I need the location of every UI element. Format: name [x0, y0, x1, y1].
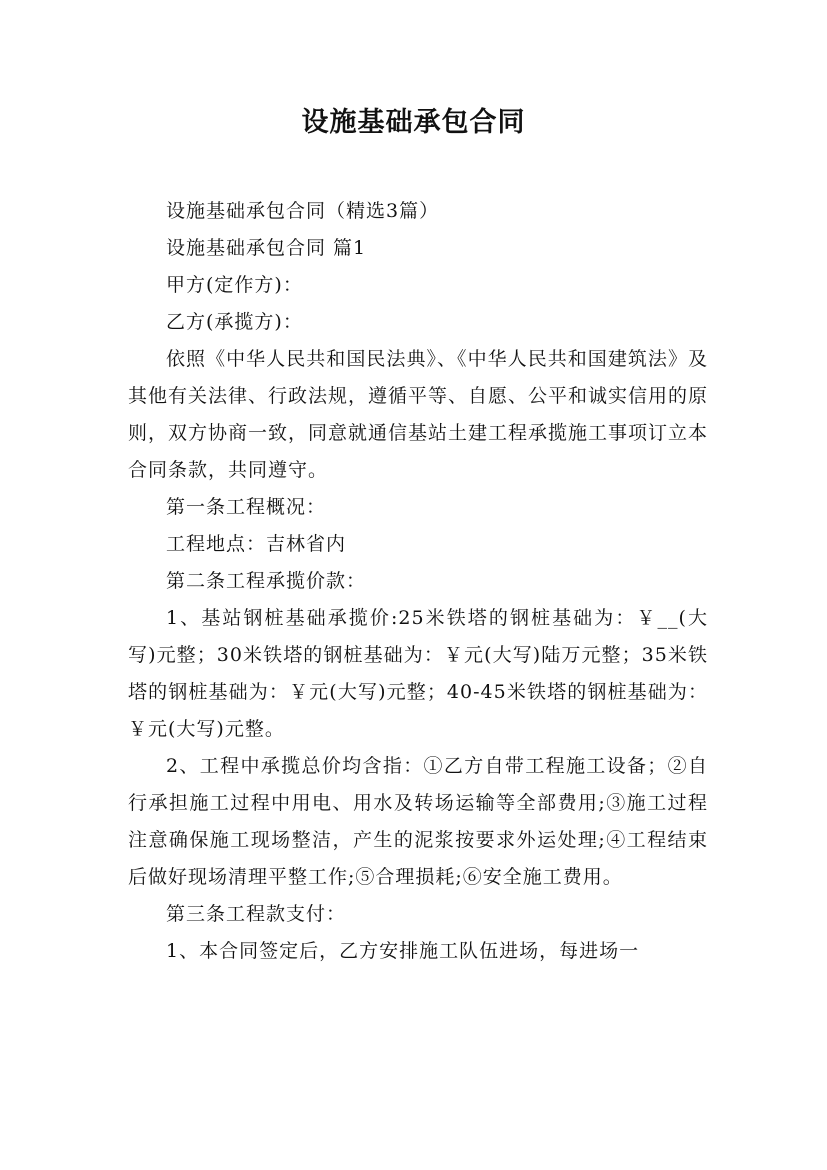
paragraph-article-1-heading: 第一条工程概况：: [166, 496, 327, 518]
paragraph-party-a: 甲方(定作方)：: [166, 274, 303, 296]
paragraph-preamble: 依照《中华人民共和国民法典》、《中华人民共和国建筑法》及其他有关法律、行政法规，遵循平等、自愿、公平和诚实信用的原则，双方协商一致，同意就通信基站土建工程承揽施工事项订立本合同条款，共同遵守。: [128, 348, 709, 481]
paragraph-article-2-heading: 第二条工程承揽价款：: [166, 570, 367, 592]
paragraph-price-item-2: 2、工程中承揽总价均含指：①乙方自带工程施工设备；②自行承担施工过程中用电、用水及转场运输等全部费用;③施工过程注意确保施工现场整洁，产生的泥浆按要求外运处理;④工程结束后做好现场清理平整工作;⑤合理损耗;⑥安全施工费用。: [128, 755, 708, 888]
paragraph-article-3-heading: 第三条工程款支付：: [166, 903, 347, 925]
document-body: [128, 193, 708, 970]
paragraph-party-b: 乙方(承揽方)：: [166, 311, 303, 333]
paragraph-subtitle: 设施基础承包合同（精选3篇）: [166, 200, 440, 222]
paragraph-price-item-1: 1、基站钢桩基础承揽价:25米铁塔的钢桩基础为：￥__(大写)元整；30米铁塔的钢桩基础为：￥元(大写)陆万元整；35米铁塔的钢桩基础为：￥元(大写)元整；40-45米铁塔的钢桩基础为：￥元(大写)元整。: [128, 607, 708, 740]
paragraph-payment-item-1: 1、本合同签定后，乙方安排施工队伍进场，每进场一: [166, 940, 640, 962]
paragraph-section-heading: 设施基础承包合同 篇1: [166, 237, 367, 259]
paragraph-project-location: 工程地点：吉林省内: [166, 533, 347, 555]
document-title: 设施基础承包合同: [301, 107, 526, 138]
